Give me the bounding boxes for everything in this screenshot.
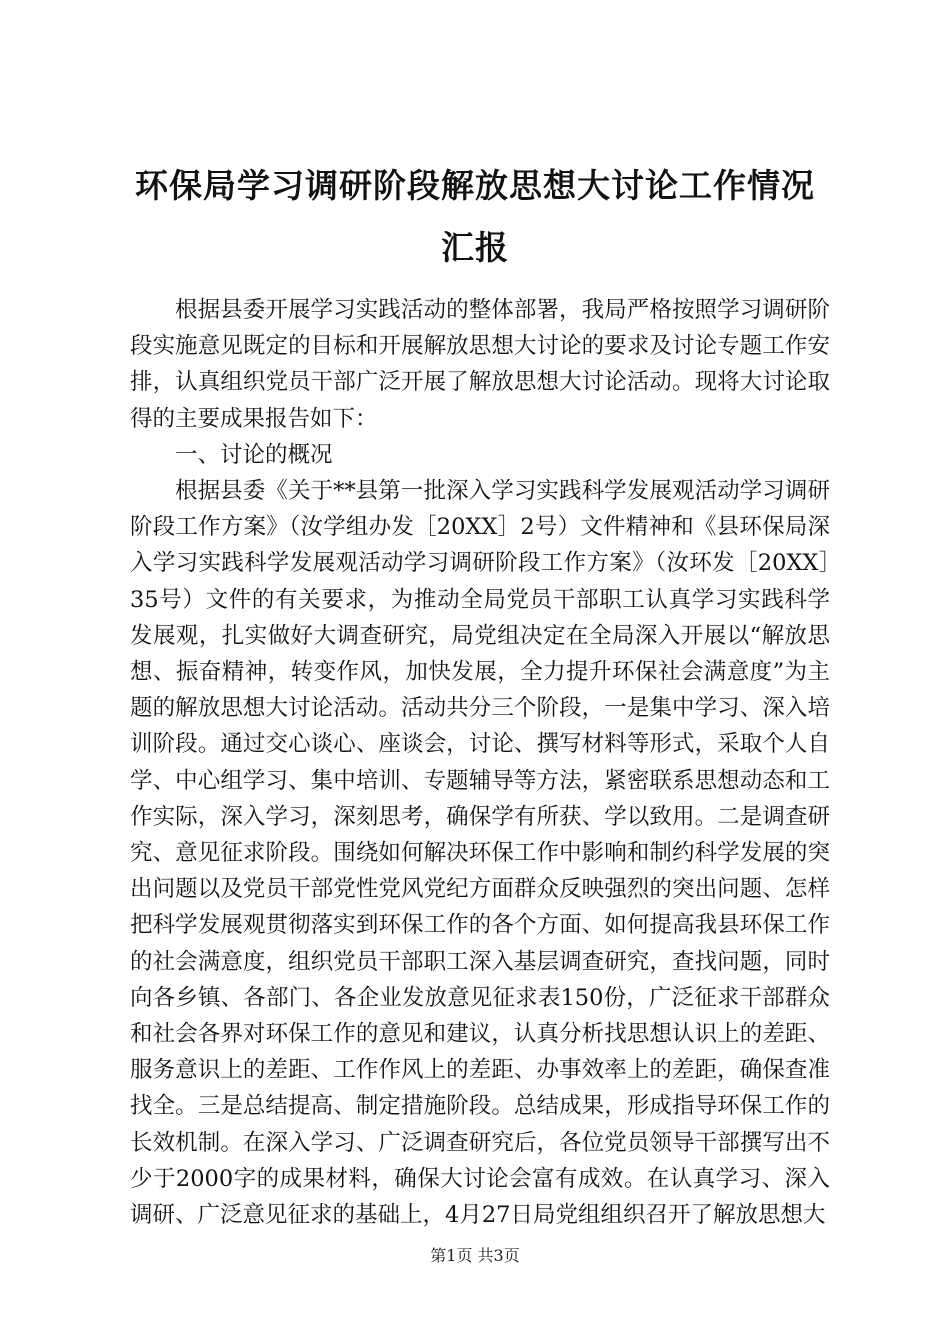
- page-number: 第1页 共3页: [430, 1246, 520, 1265]
- section-heading: 一、讨论的概况: [175, 441, 333, 468]
- document-title-line-1: 环保局学习调研阶段解放思想大讨论工作情况: [135, 166, 815, 205]
- intro-paragraph: 根据县委开展学习实践活动的整体部署，我局严格按照学习调研阶段实施意见既定的目标和开展解放思想大讨论的要求及讨论专题工作安排，认真组织党员干部广泛开展了解放思想大讨论活动。现将大讨论取得的主要成果报告如下：: [130, 297, 830, 432]
- body-paragraph: 根据县委《关于**县第一批深入学习实践科学发展观活动学习调研阶段工作方案》（汝学组办发［20XX］2号）文件精神和《县环保局深入学习实践科学发展观活动学习调研阶段工作方案》（汝环发［20XX］35号）文件的有关要求，为推动全局党员干部职工认真学习实践科学发展观，扎实做好大调查研究，局党组决定在全局深入开展以“解放思想、振奋精神，转变作风，加快发展，全力提升环保社会满意度”为主题的解放思想大讨论活动。活动共分三个阶段，一是集中学习、深入培训阶段。通过交心谈心、座谈会，讨论、撰写材料等形式，采取个人自学、中心组学习、集中培训、专题辅导等方法，紧密联系思想动态和工作实际，深入学习，深刻思考，确保学有所获、学以致用。二是调查研究、意见征求阶段。围绕如何解决环保工作中影响和制约科学发展的突出问题以及党员干部党性党风党纪方面群众反映强烈的突出问题、怎样把科学发展观贯彻落实到环保工作的各个方面、如何提高我县环保工作的社会满意度，组织党员干部职工深入基层调查研究，查找问题，同时向各乡镇、各部门、各企业发放意见征求表150份，广泛征求干部群众和社会各界对环保工作的意见和建议，认真分析找思想认识上的差距、服务意识上的差距、工作作风上的差距、办事效率上的差距，确保查准找全。三是总结提高、制定措施阶段。总结成果，形成指导环保工作的长效机制。在深入学习、广泛调查研究后，各位党员领导干部撰写出不少于2000字的成果材料，确保大讨论会富有成效。在认真学习、深入调研、广泛意见征求的基础上，4月27日局党组组织召开了解放思想大: [130, 478, 830, 1229]
- document-body: [130, 292, 830, 1233]
- document-title-line-2: 汇报: [441, 228, 509, 267]
